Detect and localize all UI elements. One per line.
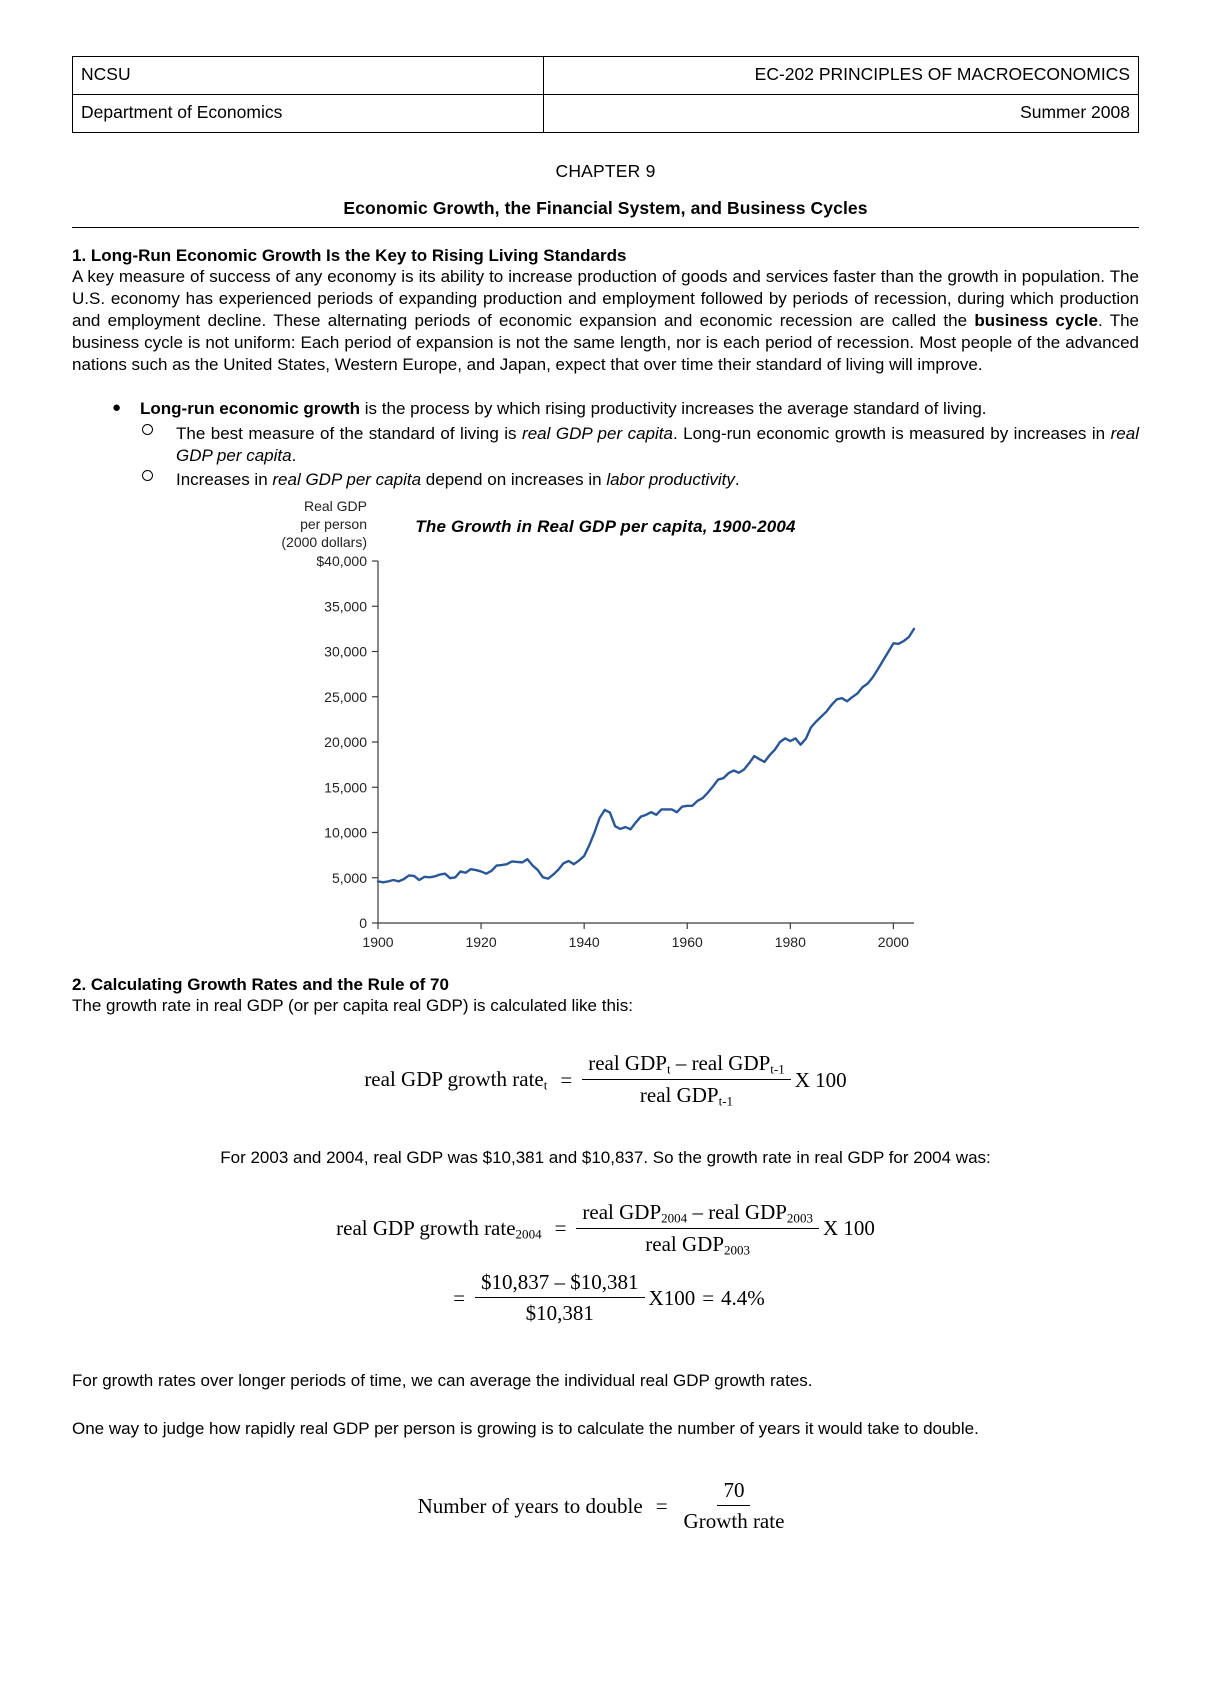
formula-years-to-double [72, 1478, 1139, 1534]
circle-bullet-icon [142, 470, 153, 481]
x-tick-label: 1920 [464, 933, 497, 950]
sub1-italic-b: real GDP per capita [522, 423, 673, 443]
bullet-disc-icon: ● [112, 399, 122, 417]
formula1-den-text: real GDP [639, 1083, 719, 1108]
sub1-italic-d: real GDP per capita [176, 423, 1139, 465]
section-2-heading: 2. Calculating Growth Rates and the Rule of 70 [72, 974, 449, 994]
formula1-num-a-sub: t [666, 1061, 671, 1077]
formula2-numerator [576, 1200, 819, 1229]
chapter-title: Economic Growth, the Financial System, and Business Cycles [343, 198, 868, 218]
formula3-equals: = [453, 1285, 466, 1310]
x-tick-label: 1900 [361, 933, 394, 950]
header-department: Department of Economics [73, 95, 544, 133]
x-axis-ticks [362, 923, 909, 950]
formula4-lhs: Number of years to double [417, 1493, 643, 1518]
formula-growth-rate-2004 [72, 1200, 1139, 1259]
formula1-denominator [634, 1080, 739, 1109]
para-1-part-c: . The business cycle is not uniform: Each period of expansion is not the same length, nor is each period of recession. Most people of the advanced nations such as the United States, Western Europe, and Japan, expect that over time their standard of living will improve. [72, 311, 1139, 375]
formula-growth-rate-numeric [72, 1270, 1139, 1326]
y-tick-label: 30,000 [323, 643, 367, 660]
formula2-lhs [336, 1216, 541, 1242]
x-tick-label: 1980 [774, 933, 806, 950]
formula2-num-minus: – [692, 1199, 703, 1224]
formula3-denominator: $10,381 [525, 1301, 594, 1326]
formula1-num-b-sub: t-1 [770, 1061, 785, 1077]
formula1-tail: X 100 [794, 1067, 847, 1092]
formula4-fraction [678, 1478, 791, 1534]
x-tick-label: 1960 [671, 933, 703, 950]
x-tick-label: 2000 [877, 933, 909, 950]
sub1-text-e: . [291, 445, 297, 465]
formula1-num-minus: – [675, 1050, 687, 1075]
y-tick-label: $40,000 [315, 552, 367, 569]
y-tick-label: 15,000 [323, 779, 367, 796]
formula1-den-sub: t-1 [718, 1093, 734, 1109]
formula3-numerator: $10,837 – $10,381 [475, 1270, 645, 1298]
formula3-result-equals: = [702, 1285, 715, 1310]
formula1-lhs-sub: t [543, 1077, 548, 1093]
y-tick-label: 25,000 [323, 688, 367, 705]
formula3-fraction [475, 1270, 645, 1326]
sub-bullet-labor-productivity [140, 469, 1139, 491]
sub2-italic-b: real GDP per capita [272, 469, 422, 489]
bullet-long-run-growth [72, 398, 1139, 490]
formula1-equals: = [560, 1067, 573, 1092]
y-tick-label: 35,000 [323, 598, 367, 615]
sub2-text-c: depend on increases in [421, 469, 607, 489]
formula-growth-rate-general [72, 1051, 1139, 1110]
sub2-text-a: Increases in [176, 469, 273, 489]
formula2-num-b-sub: 2003 [786, 1209, 813, 1225]
header-org: NCSU [73, 57, 544, 95]
circle-bullet-icon [142, 424, 153, 435]
sub2-text-e: . [734, 469, 740, 489]
gdp-series-line [378, 629, 914, 882]
header-term: Summer 2008 [544, 95, 1139, 133]
formula2-equals: = [554, 1216, 567, 1241]
sub-bullet-best-measure [140, 423, 1139, 467]
sub1-text-a: The best measure of the standard of living is [176, 423, 523, 443]
formula2-lhs-sub: 2004 [515, 1225, 542, 1241]
formula2-den-text: real GDP [645, 1231, 725, 1256]
header-row-bottom [73, 95, 1139, 133]
formula1-numerator [582, 1051, 791, 1080]
formula1-num-a: real GDP [588, 1050, 667, 1075]
section-1-paragraph [72, 266, 1139, 376]
chapter-block [72, 161, 1139, 219]
y-axis-ticks [316, 553, 378, 931]
para-1-part-a: A key measure of success of any economy is its ability to increase production of goods and services faster than the growth in population. The U.S. economy has experienced periods of expanding production and employment followed by periods of recession, during which production and employment decline. These alternating periods of economic expansion and economic recession are called the [72, 267, 1139, 331]
formula4-numerator: 70 [717, 1478, 750, 1506]
page-header-table [72, 56, 1139, 133]
formula3-result: 4.4% [721, 1285, 765, 1310]
formula4-equals: = [655, 1493, 668, 1518]
x-tick-label: 1940 [568, 933, 600, 950]
section-2-intro: The growth rate in real GDP (or per capita real GDP) is calculated like this: [72, 995, 633, 1015]
formula2-denominator [639, 1229, 756, 1258]
header-row-top [73, 57, 1139, 95]
formula2-fraction [576, 1200, 819, 1259]
title-divider [72, 227, 1139, 228]
section-2-double-note: One way to judge how rapidly real GDP per person is growing is to calculate the number of years it would take to double. [72, 1419, 979, 1439]
chart-title: The Growth in Real GDP per capita, 1900-2004 [415, 516, 796, 536]
formula1-lhs-main: real GDP growth rate [364, 1067, 544, 1092]
formula3-tail: X100 [648, 1285, 696, 1310]
section-1-sub-list [140, 423, 1139, 491]
formula1-num-b: real GDP [691, 1050, 771, 1075]
section-2-average-note: For growth rates over longer periods of time, we can average the individual real GDP growth rates. [72, 1371, 813, 1391]
y-axis-label-line: Real GDP [303, 497, 367, 514]
y-axis-label-line: (2000 dollars) [280, 533, 367, 550]
y-tick-label: 10,000 [323, 824, 367, 841]
section-2-example-text: For 2003 and 2004, real GDP was $10,381 and $10,837. So the growth rate in real GDP for 2004 was: [220, 1148, 991, 1168]
section-1-bullet-list [72, 398, 1139, 490]
formula2-num-b: real GDP [708, 1199, 787, 1224]
formula2-lhs-main: real GDP growth rate [336, 1215, 516, 1240]
y-tick-label: 0 [358, 914, 367, 931]
gdp-chart-block [72, 497, 1139, 957]
formula1-fraction [582, 1051, 791, 1110]
sub1-text-c: . Long-run economic growth is measured by increases in [672, 423, 1111, 443]
term-business-cycle: business cycle [974, 311, 1098, 331]
bullet-text: is the process by which rising productivity increases the average standard of living. [360, 399, 987, 419]
formula2-tail: X 100 [822, 1216, 875, 1241]
formula2-num-a-sub: 2004 [661, 1209, 688, 1225]
formula2-den-sub: 2003 [724, 1242, 751, 1258]
sub2-italic-d: labor productivity [606, 469, 735, 489]
header-course: EC-202 PRINCIPLES OF MACROECONOMICS [544, 57, 1139, 95]
chapter-number: CHAPTER 9 [555, 161, 656, 181]
y-tick-label: 5,000 [331, 869, 367, 886]
formula4-denominator: Growth rate [683, 1509, 785, 1534]
formula2-num-a: real GDP [582, 1199, 662, 1224]
bullet-term: Long-run economic growth [140, 399, 361, 419]
formula1-lhs [364, 1067, 547, 1093]
y-tick-label: 20,000 [323, 733, 367, 750]
y-axis-label-line: per person [299, 515, 367, 532]
section-1-heading: 1. Long-Run Economic Growth Is the Key to Rising Living Standards [72, 246, 627, 265]
